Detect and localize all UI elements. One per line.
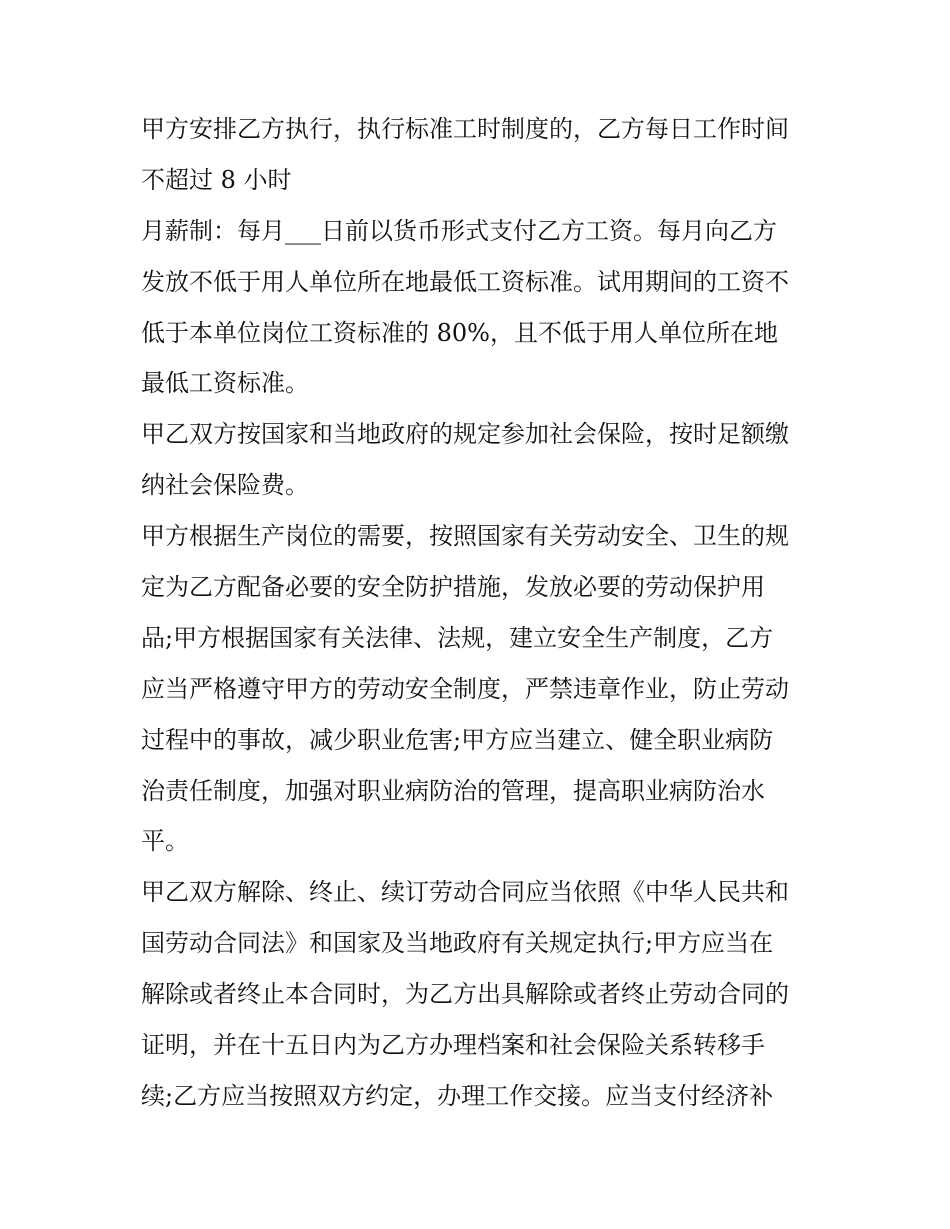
text-line: 平。 (141, 827, 189, 856)
text-line: 纳社会保险费。 (141, 471, 309, 500)
text-line: 甲乙双方按国家和当地政府的规定参加社会保险，按时足额缴 (141, 420, 789, 449)
text-line: 甲乙双方解除、终止、续订劳动合同应当依照《中华人民共和 (141, 878, 789, 907)
text-line: 治责任制度，加强对职业病防治的管理，提高职业病防治水 (141, 776, 765, 805)
text-line: 品;甲方根据国家有关法律、法规，建立安全生产制度，乙方 (141, 623, 774, 652)
text-line: 续;乙方应当按照双方约定，办理工作交接。应当支付经济补 (141, 1081, 774, 1110)
text-line: 甲方安排乙方执行，执行标准工时制度的，乙方每日工作时间 (141, 115, 789, 143)
text-line: 解除或者终止本合同时，为乙方出具解除或者终止劳动合同的 (141, 980, 789, 1009)
text-line: 发放不低于用人单位所在地最低工资标准。试用期间的工资不 (141, 267, 789, 296)
text-line: 应当严格遵守甲方的劳动安全制度，严禁违章作业，防止劳动 (141, 674, 789, 703)
text-line: 低于本单位岗位工资标准的 80%，且不低于用人单位所在地 (141, 318, 778, 347)
text-line: 定为乙方配备必要的安全防护措施，发放必要的劳动保护用 (141, 573, 765, 602)
text-line: 甲方根据生产岗位的需要，按照国家有关劳动安全、卫生的规 (141, 522, 789, 551)
text-line: 国劳动合同法》和国家及当地政府有关规定执行;甲方应当在 (141, 929, 774, 958)
text-line: 过程中的事故，减少职业危害;甲方应当建立、健全职业病防 (141, 725, 774, 754)
text-line: 月薪制：每月___日前以货币形式支付乙方工资。每月向乙方 (141, 216, 777, 245)
text-line: 最低工资标准。 (141, 369, 309, 398)
text-line: 不超过 8 小时 (141, 165, 292, 194)
document-body (141, 104, 813, 1122)
text-line: 证明，并在十五日内为乙方办理档案和社会保险关系转移手 (141, 1031, 765, 1060)
